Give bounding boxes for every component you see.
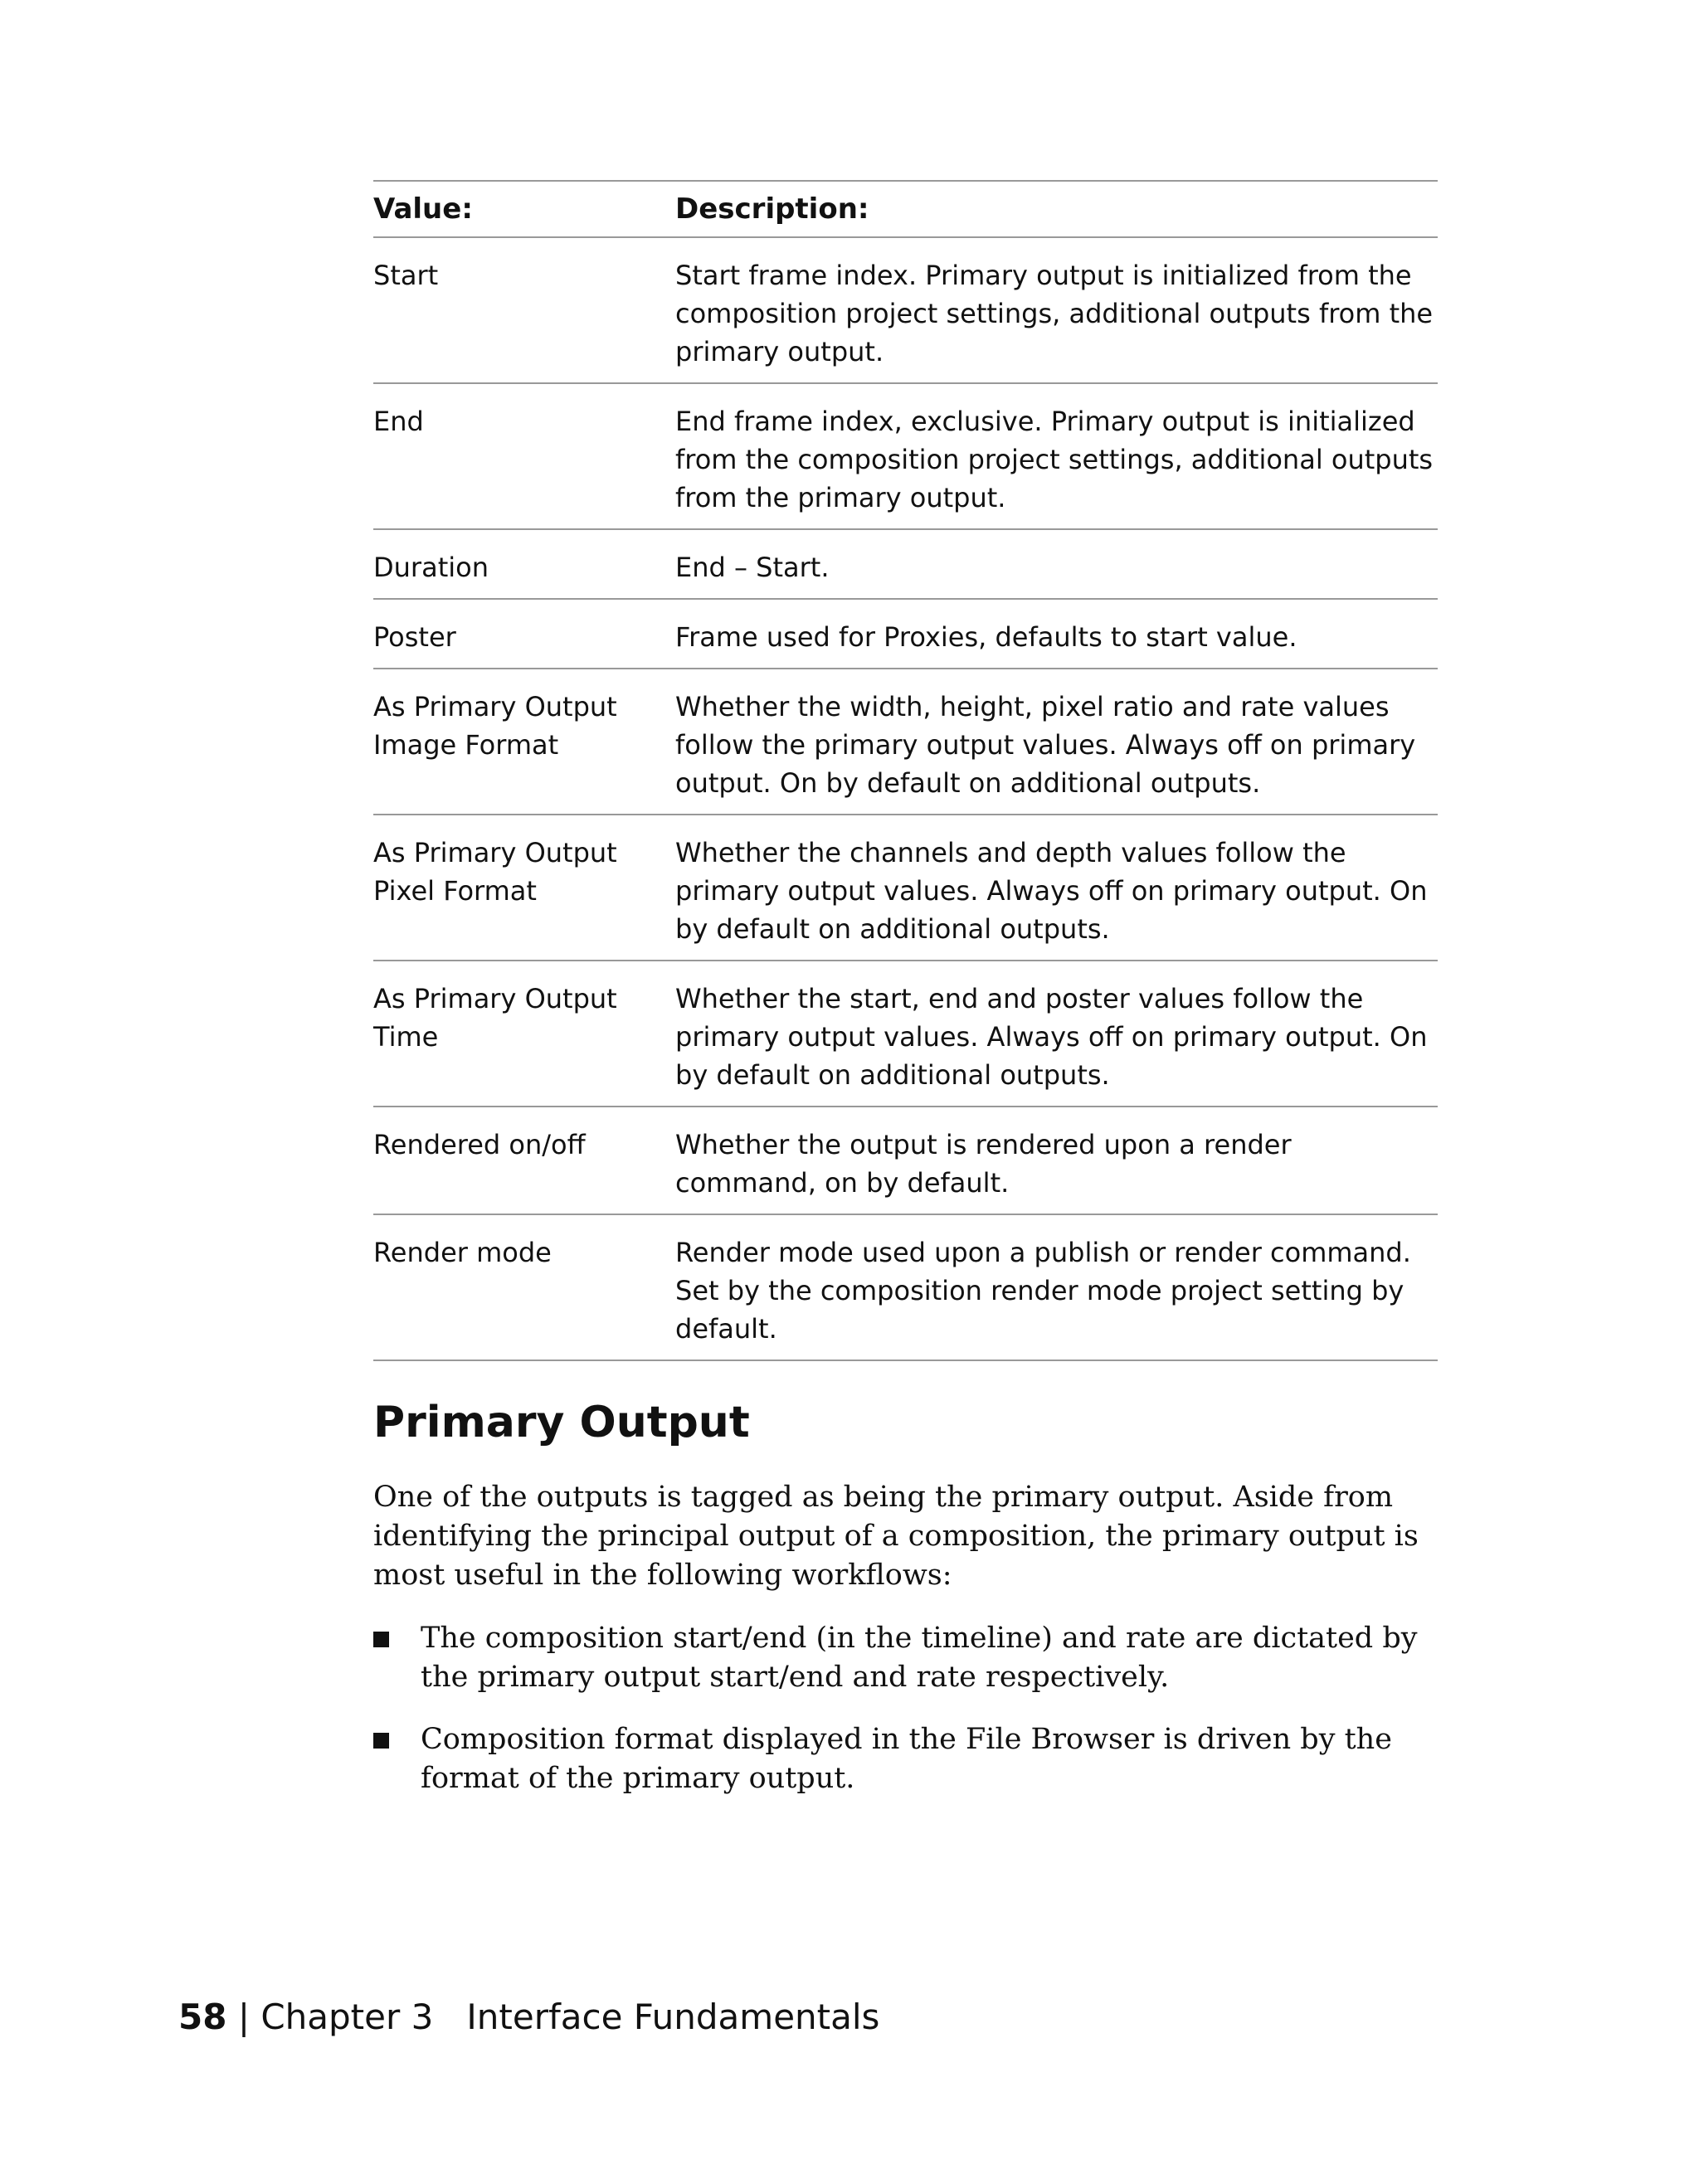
row-description: Frame used for Proxies, defaults to start value. [675, 599, 1438, 669]
list-item-text: Composition format displayed in the File Browser is driven by the format of the primary output. [421, 1723, 1392, 1795]
row-description: End frame index, exclusive. Primary output is initialized from the composition project settings, additional outputs from the primary output. [675, 383, 1438, 529]
page-footer [178, 1994, 879, 2041]
table-row [373, 383, 1438, 529]
table-row [373, 815, 1438, 961]
row-description: Whether the output is rendered upon a render command, on by default. [675, 1107, 1438, 1214]
section-title: Primary Output [373, 1398, 750, 1447]
footer-separator: | [237, 1997, 250, 2037]
footer-chapter-title: Interface Fundamentals [466, 1997, 880, 2037]
row-value: Rendered on/off [373, 1107, 675, 1214]
row-value: Start [373, 237, 675, 383]
table-header-row [373, 181, 1438, 237]
header-value: Value: [373, 181, 675, 237]
row-value: Render mode [373, 1214, 675, 1360]
row-description: Render mode used upon a publish or render command. Set by the composition render mode project setting by default. [675, 1214, 1438, 1360]
row-value: As Primary Output Pixel Format [373, 815, 675, 961]
row-value: As Primary Output Time [373, 961, 675, 1107]
table-row [373, 237, 1438, 383]
square-bullet-icon [373, 1733, 389, 1749]
square-bullet-icon [373, 1632, 389, 1647]
table-row [373, 599, 1438, 669]
section-intro-paragraph: One of the outputs is tagged as being the primary output. Aside from identifying the principal output of a composition, the primary output is most useful in the following workflows: [373, 1481, 1419, 1592]
list-item-text: The composition start/end (in the timeline) and rate are dictated by the primary output start/end and rate respectively. [421, 1622, 1418, 1694]
table-row [373, 1107, 1438, 1214]
table-row [373, 961, 1438, 1107]
row-description: Whether the width, height, pixel ratio and rate values follow the primary output values. Always off on primary output. On by default on additional outputs. [675, 669, 1438, 815]
header-description: Description: [675, 181, 1438, 237]
row-description: Start frame index. Primary output is initialized from the composition project settings, additional outputs from the primary output. [675, 237, 1438, 383]
row-value: Duration [373, 529, 675, 599]
row-description: Whether the start, end and poster values follow the primary output values. Always off on primary output. On by default on additional outputs. [675, 961, 1438, 1107]
row-description: End – Start. [675, 529, 1438, 599]
workflow-bullet-list [373, 1619, 1452, 1822]
footer-chapter: Chapter 3 [260, 1997, 434, 2037]
row-value: Poster [373, 599, 675, 669]
table-row [373, 529, 1438, 599]
row-value: As Primary Output Image Format [373, 669, 675, 815]
output-parameters-table [373, 180, 1438, 1361]
row-description: Whether the channels and depth values follow the primary output values. Always off on primary output. On by default on additional outputs. [675, 815, 1438, 961]
list-item [373, 1619, 1452, 1697]
list-item [373, 1720, 1452, 1798]
table-row [373, 669, 1438, 815]
page-number: 58 [178, 1997, 227, 2037]
table-row [373, 1214, 1438, 1360]
row-value: End [373, 383, 675, 529]
